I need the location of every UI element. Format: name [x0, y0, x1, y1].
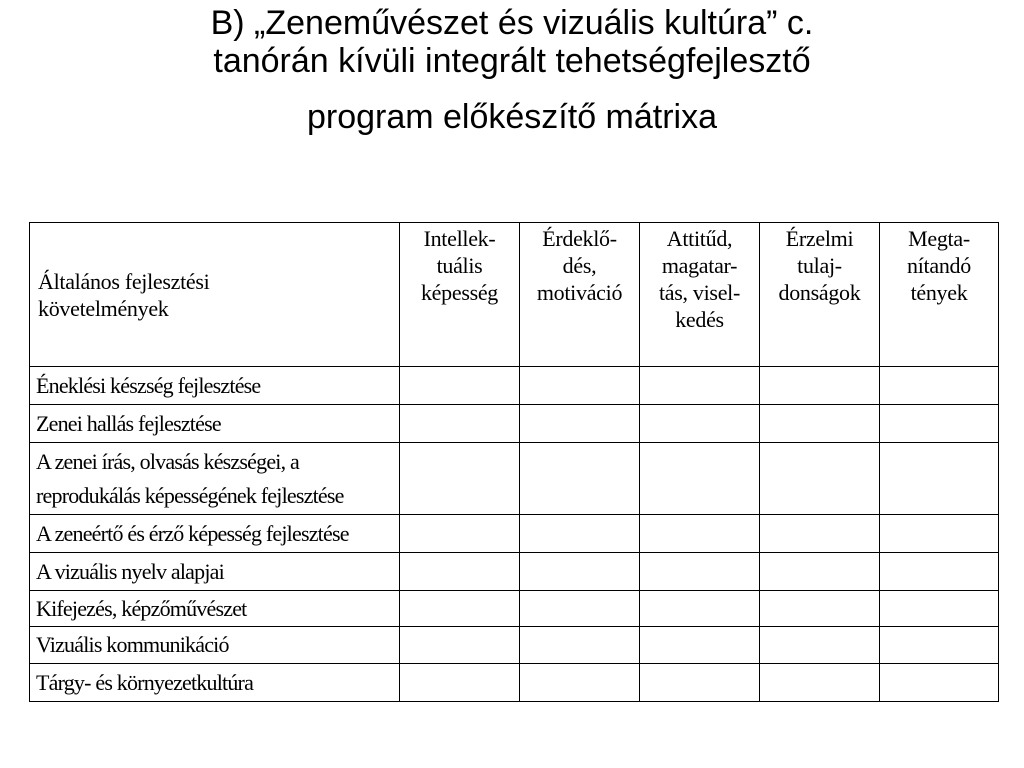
column-header-line: magatar- [661, 253, 738, 278]
row-label-line: A zenei írás, olvasás készségei, a [36, 448, 299, 474]
column-header-line: Intellek- [423, 226, 496, 251]
matrix-cell [640, 405, 760, 443]
matrix-cell [400, 664, 520, 702]
slide-title [0, 6, 1024, 134]
column-header-line: nítandó [907, 253, 971, 278]
row-label-line: reprodukálás képességének fejlesztése [36, 482, 344, 508]
matrix-cell [880, 627, 999, 664]
table-row [30, 515, 999, 553]
row-label [30, 405, 400, 443]
column-header-line: tuális [436, 253, 483, 278]
matrix-cell [520, 405, 640, 443]
table-row [30, 443, 999, 515]
matrix-cell [760, 367, 880, 405]
row-label [30, 515, 400, 553]
column-header-line: Megta- [908, 226, 970, 251]
row-label [30, 553, 400, 591]
matrix-cell [640, 367, 760, 405]
matrix-cell [400, 367, 520, 405]
corner-header [30, 223, 400, 367]
row-label [30, 664, 400, 702]
column-header-line: dés, [562, 253, 597, 278]
matrix-cell [640, 553, 760, 591]
column-header-line: donságok [778, 280, 861, 305]
table-row [30, 405, 999, 443]
table-row [30, 591, 999, 627]
row-label-line: Tárgy- és környezetkultúra [36, 669, 254, 695]
row-label [30, 367, 400, 405]
matrix-cell [880, 405, 999, 443]
matrix-cell [400, 591, 520, 627]
column-header-attitude [640, 223, 760, 367]
matrix-cell [760, 515, 880, 553]
column-header-emotional [760, 223, 880, 367]
matrix-cell [880, 367, 999, 405]
column-header-line: képesség [420, 280, 499, 305]
header-row [30, 223, 999, 367]
matrix-cell [640, 664, 760, 702]
matrix-cell [400, 553, 520, 591]
column-header-line: Attitűd, [666, 226, 733, 251]
title-line-3: program előkészítő mátrixa [306, 98, 718, 136]
matrix-cell [520, 515, 640, 553]
matrix-cell [640, 591, 760, 627]
matrix-cell [520, 367, 640, 405]
table-row [30, 627, 999, 664]
matrix-cell [640, 443, 760, 515]
corner-header-line: követelmények [38, 295, 169, 321]
matrix-cell [760, 443, 880, 515]
row-label [30, 591, 400, 627]
column-header-line: Érdeklő- [542, 226, 617, 251]
matrix-cell [880, 664, 999, 702]
table-row [30, 367, 999, 405]
matrix-cell [520, 591, 640, 627]
matrix-cell [400, 443, 520, 515]
matrix-cell [880, 515, 999, 553]
matrix-cell [640, 515, 760, 553]
matrix-cell [880, 553, 999, 591]
matrix-cell [520, 664, 640, 702]
column-header-line: tás, visel- [658, 280, 740, 305]
matrix-cell [640, 627, 760, 664]
matrix-cell [520, 553, 640, 591]
matrix-cell [880, 591, 999, 627]
column-header-line: tulaj- [797, 253, 842, 278]
table-row [30, 664, 999, 702]
matrix-cell [400, 627, 520, 664]
column-header-line: tények [910, 280, 968, 305]
title-line-2: tanórán kívüli integrált tehetségfejlesztő [213, 42, 811, 80]
matrix-cell [760, 664, 880, 702]
matrix-cell [520, 443, 640, 515]
column-header-interest [520, 223, 640, 367]
row-label-line: Éneklési készség fejlesztése [36, 372, 261, 398]
matrix-cell [760, 627, 880, 664]
row-label [30, 627, 400, 664]
matrix-cell [760, 553, 880, 591]
column-header-line: motiváció [536, 280, 623, 305]
row-label-line: Kifejezés, képzőművészet [36, 595, 247, 621]
row-label [30, 443, 400, 515]
matrix-cell [400, 405, 520, 443]
development-matrix-table [29, 222, 999, 702]
row-label-line: A zeneértő és érző képesség fejlesztése [36, 520, 349, 546]
corner-header-line: Általános fejlesztési [38, 268, 210, 294]
matrix-cell [760, 405, 880, 443]
column-header-line: Érzelmi [785, 226, 854, 251]
matrix-cell [400, 515, 520, 553]
column-header-line: kedés [675, 307, 724, 332]
column-header-intellectual [400, 223, 520, 367]
column-header-facts [880, 223, 999, 367]
matrix-cell [520, 627, 640, 664]
table-row [30, 553, 999, 591]
row-label-line: Vizuális kommunikáció [36, 632, 229, 657]
matrix-cell [760, 591, 880, 627]
title-line-1: B) „Zeneművészet és vizuális kultúra” c. [210, 4, 814, 42]
row-label-line: A vizuális nyelv alapjai [36, 558, 224, 584]
row-label-line: Zenei hallás fejlesztése [36, 410, 221, 436]
matrix-cell [880, 443, 999, 515]
